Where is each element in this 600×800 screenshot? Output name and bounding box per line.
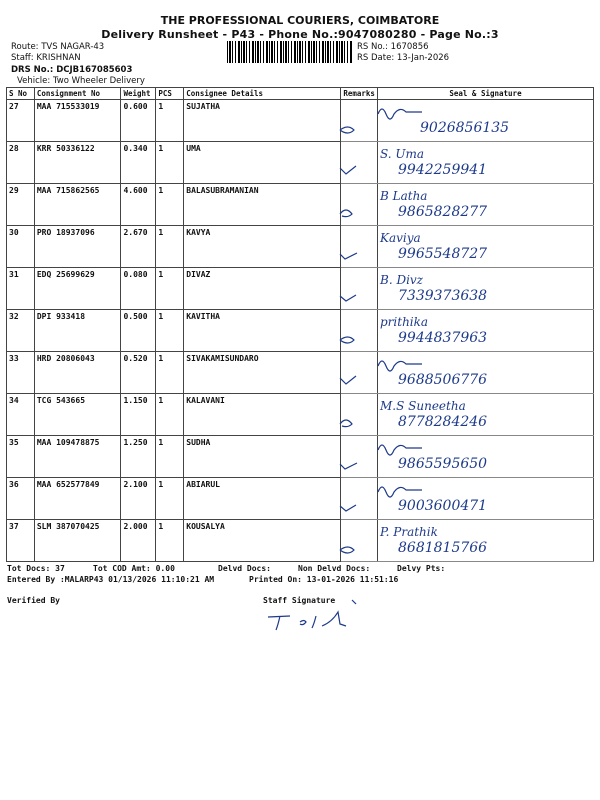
signature-scrawl	[378, 445, 422, 455]
total-cod-amount: Tot COD Amt: 0.00	[93, 564, 175, 573]
handwritten-name: prithika	[380, 315, 429, 329]
cell-weight: 1.250	[121, 436, 156, 478]
total-docs: Tot Docs: 37	[7, 564, 65, 573]
handwritten-phone: 7339373638	[398, 288, 488, 304]
col-weight-header: Weight	[121, 88, 156, 100]
signature-tick-mark	[352, 600, 356, 604]
remark-tick-mark	[340, 463, 357, 469]
handwritten-name: M.S Suneetha	[380, 399, 466, 413]
cell-sno: 37	[7, 520, 35, 562]
cell-weight: 2.000	[121, 520, 156, 562]
cell-sno: 31	[7, 268, 35, 310]
cell-sno: 33	[7, 352, 35, 394]
col-consignee-header: Consignee Details	[184, 88, 341, 100]
cell-weight: 2.100	[121, 478, 156, 520]
col-remarks-header: Remarks	[341, 88, 378, 100]
cell-pcs: 1	[156, 268, 184, 310]
cell-weight: 0.600	[121, 100, 156, 142]
cell-weight: 2.670	[121, 226, 156, 268]
cell-weight: 4.600	[121, 184, 156, 226]
cell-weight: 0.520	[121, 352, 156, 394]
remark-tick-mark	[340, 127, 354, 133]
entered-by: Entered By :MALARP43 01/13/2026 11:10:21 AM	[7, 575, 215, 584]
handwritten-name: P. Prathik	[380, 525, 438, 539]
vehicle-label: Vehicle: Two Wheeler Delivery	[17, 76, 145, 86]
cell-pcs: 1	[156, 184, 184, 226]
col-pcs-header: PCS	[156, 88, 184, 100]
cell-pcs: 1	[156, 226, 184, 268]
cell-consignee: KAVYA	[184, 226, 341, 268]
cell-consignment: MAA 109478875	[34, 436, 121, 478]
cell-consignment: HRD 20806043	[34, 352, 121, 394]
handwritten-name: S. Uma	[380, 147, 425, 161]
cell-consignee: BALASUBRAMANIAN	[184, 184, 341, 226]
cell-consignee: SIVAKAMISUNDARO	[184, 352, 341, 394]
col-signature-header: Seal & Signature	[377, 88, 593, 100]
cell-consignment: DPI 933418	[34, 310, 121, 352]
signature-scrawl	[378, 487, 422, 497]
handwritten-phone: 9026856135	[420, 120, 510, 136]
col-sno-header: S No	[7, 88, 35, 100]
cell-pcs: 1	[156, 436, 184, 478]
cell-pcs: 1	[156, 478, 184, 520]
cell-sno: 27	[7, 100, 35, 142]
delivered-docs: Delvd Docs:	[218, 564, 271, 573]
cell-pcs: 1	[156, 142, 184, 184]
remark-tick-mark	[340, 166, 356, 174]
rs-date: RS Date: 13-Jan-2026	[357, 53, 450, 63]
handwritten-name: B. Divz	[380, 273, 424, 287]
cell-weight: 0.340	[121, 142, 156, 184]
cell-consignee: UMA	[184, 142, 341, 184]
cell-sno: 34	[7, 394, 35, 436]
cell-consignee: KOUSALYA	[184, 520, 341, 562]
handwritten-phone: 9688506776	[398, 372, 488, 388]
cell-consignment: TCG 543665	[34, 394, 121, 436]
cell-pcs: 1	[156, 520, 184, 562]
remark-tick-mark	[340, 420, 352, 427]
cell-consignment: SLM 387070425	[34, 520, 121, 562]
cell-weight: 1.150	[121, 394, 156, 436]
cell-consignment: EDQ 25699629	[34, 268, 121, 310]
cell-pcs: 1	[156, 310, 184, 352]
drs-number: DRS No.: DCJB167085603	[11, 65, 133, 75]
cell-sno: 35	[7, 436, 35, 478]
cell-consignee: DIVAZ	[184, 268, 341, 310]
cell-weight: 0.500	[121, 310, 156, 352]
runsheet-subtitle: Delivery Runsheet - P43 - Phone No.:9047080280 - Page No.:3	[101, 28, 499, 41]
printed-on: Printed On: 13-01-2026 11:51:16	[249, 575, 399, 584]
cell-sno: 30	[7, 226, 35, 268]
cell-sno: 36	[7, 478, 35, 520]
remark-tick-mark	[340, 295, 356, 301]
handwritten-phone: 9942259941	[398, 162, 488, 178]
remark-tick-mark	[340, 253, 357, 259]
remark-tick-mark	[340, 547, 354, 553]
cell-consignment: PRO 18937096	[34, 226, 121, 268]
handwritten-phone: 9944837963	[398, 330, 488, 346]
cell-consignment: KRR 50336122	[34, 142, 121, 184]
cell-consignment: MAA 715533019	[34, 100, 121, 142]
handwritten-phone: 8778284246	[398, 414, 488, 430]
signature-scrawl	[378, 109, 422, 119]
handwritten-phone: 8681815766	[398, 540, 488, 556]
handwritten-phone: 9965548727	[398, 246, 488, 262]
route-label: Route: TVS NAGAR-43	[11, 42, 105, 52]
remark-tick-mark	[340, 376, 356, 384]
cell-consignee: ABIARUL	[184, 478, 341, 520]
cell-weight: 0.080	[121, 268, 156, 310]
cell-consignee: SUJATHA	[184, 100, 341, 142]
company-title: THE PROFESSIONAL COURIERS, COIMBATORE	[160, 14, 440, 27]
handwritten-name: Kaviya	[380, 231, 421, 245]
rs-number: RS No.: 1670856	[357, 42, 429, 52]
staff-label: Staff: KRISHNAN	[11, 53, 81, 63]
cell-sno: 32	[7, 310, 35, 352]
delivery-points: Delvy Pts:	[397, 564, 446, 573]
staff-signature-scrawl	[268, 612, 346, 630]
verified-by-label: Verified By	[7, 596, 60, 605]
staff-signature-label: Staff Signature	[263, 596, 336, 605]
col-consignment-header: Consignment No	[34, 88, 121, 100]
cell-pcs: 1	[156, 352, 184, 394]
cell-pcs: 1	[156, 394, 184, 436]
remark-tick-mark	[340, 505, 356, 511]
cell-consignee: KAVITHA	[184, 310, 341, 352]
remark-tick-mark	[340, 337, 354, 343]
handwritten-phone: 9865828277	[398, 204, 488, 220]
cell-consignment: MAA 715862565	[34, 184, 121, 226]
cell-pcs: 1	[156, 100, 184, 142]
cell-sno: 29	[7, 184, 35, 226]
non-delivered-docs: Non Delvd Docs:	[298, 564, 371, 573]
cell-consignee: KALAVANI	[184, 394, 341, 436]
cell-sno: 28	[7, 142, 35, 184]
handwritten-phone: 9003600471	[398, 498, 488, 514]
handwritten-phone: 9865595650	[398, 456, 488, 472]
cell-consignment: MAA 652577849	[34, 478, 121, 520]
signature-scrawl	[378, 361, 422, 371]
handwritten-name: B Latha	[380, 189, 428, 203]
cell-consignee: SUDHA	[184, 436, 341, 478]
remark-tick-mark	[340, 210, 352, 217]
